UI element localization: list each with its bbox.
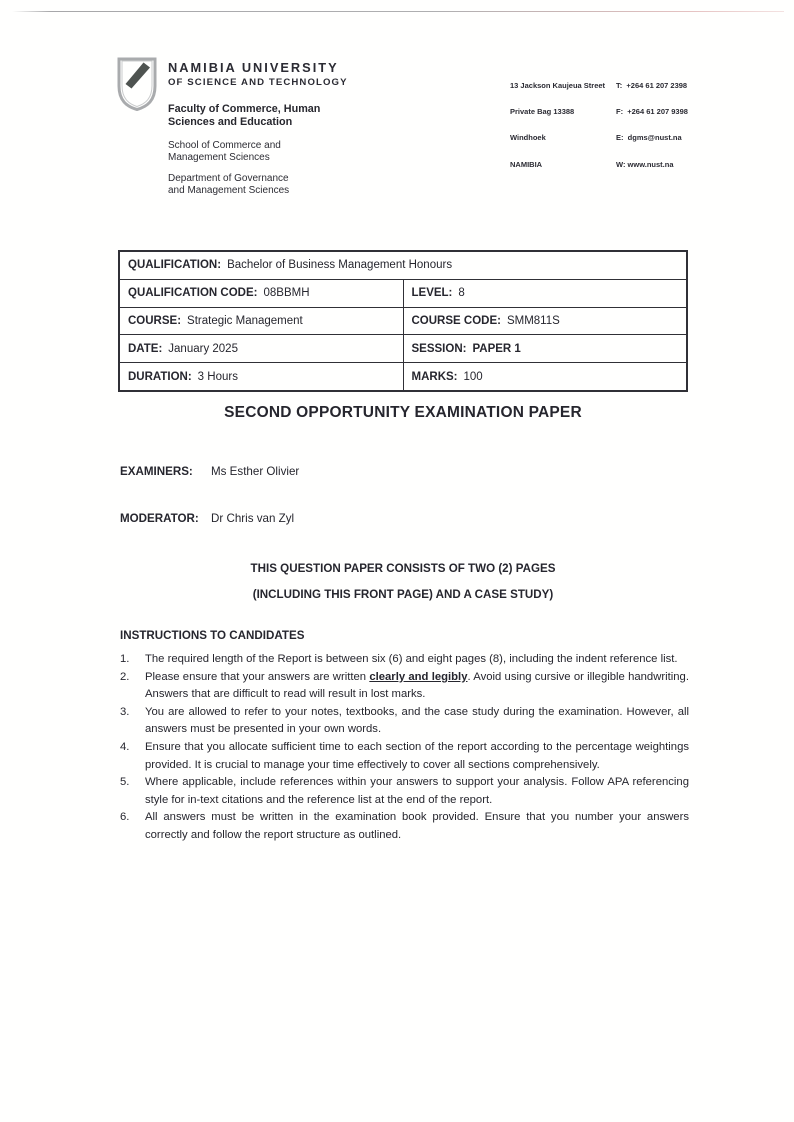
qualification-code-label: QUALIFICATION CODE: <box>128 287 258 300</box>
qualification-value: Bachelor of Business Management Honours <box>227 259 453 272</box>
level-label: LEVEL: <box>411 287 453 300</box>
instruction-number: 6. <box>120 811 130 824</box>
contact-telephone: T: +264 61 207 2398 <box>616 80 688 90</box>
qualification-code-cell <box>119 279 403 307</box>
instruction-item-5 <box>120 774 689 809</box>
qualification-cell <box>119 251 687 279</box>
course-code-value: SMM811S <box>506 314 560 327</box>
department-line1: Department of Governance <box>168 173 289 184</box>
faculty-name <box>168 103 320 129</box>
department-line2: and Management Sciences <box>168 185 290 196</box>
course-code-cell <box>403 307 687 335</box>
contact-email: E: dgms@nust.na <box>616 133 682 143</box>
marks-cell <box>403 363 687 391</box>
page-count-note <box>118 556 688 608</box>
instruction-text: You are allowed to refer to your notes, textbooks, and the case study during the examination. However, all answers must be presented in your own words. <box>145 705 689 736</box>
qualification-code-value: 08BBMH <box>263 287 310 300</box>
course-cell <box>119 307 403 335</box>
page-count-line1: THIS QUESTION PAPER CONSISTS OF TWO (2) PAGES <box>250 562 556 575</box>
instruction-text: Ensure that you allocate sufficient time to each section of the report according to the percentage weightings provided. It is crucial to manage your time effectively to cover all sections comprehensively. <box>145 740 689 771</box>
table-row-course <box>119 307 687 335</box>
duration-cell <box>119 363 403 391</box>
nust-logo <box>112 56 162 113</box>
instruction-item-3 <box>120 704 689 739</box>
faculty-line2: Sciences and Education <box>168 116 293 128</box>
university-name-line2: OF SCIENCE AND TECHNOLOGY <box>168 77 348 88</box>
table-row-qualification <box>119 251 687 279</box>
instruction-2-post: . Avoid using cursive or illegible handwriting. Answers that are difficult to read will result in lost marks. <box>145 670 689 701</box>
address-bag: Private Bag 13388 <box>510 106 575 116</box>
instruction-text <box>145 669 689 704</box>
school-name <box>168 140 281 164</box>
table-row-duration-marks <box>119 363 687 391</box>
contact-details <box>616 64 688 187</box>
instruction-number: 5. <box>120 776 130 789</box>
address-city: Windhoek <box>510 133 546 143</box>
examiners-label: EXAMINERS: <box>120 465 193 478</box>
course-value: Strategic Management <box>187 314 303 327</box>
instruction-item-6 <box>120 809 689 844</box>
address-country: NAMIBIA <box>510 159 543 169</box>
instruction-text: Where applicable, include references within your answers to support your analysis. Follow APA referencing style for in-text citations and the reference list at the end of the report. <box>145 776 689 806</box>
instruction-text: All answers must be written in the examination book provided. Ensure that you number your answers correctly and follow the report structure as outlined. <box>145 811 689 841</box>
instructions-heading: INSTRUCTIONS TO CANDIDATES <box>120 629 305 642</box>
instruction-2-emphasis: clearly and legibly <box>369 670 468 683</box>
instruction-item-4 <box>120 739 689 774</box>
course-label: COURSE: <box>128 314 182 327</box>
qualification-label: QUALIFICATION: <box>128 259 222 272</box>
moderator-row <box>120 512 294 525</box>
level-cell <box>403 279 687 307</box>
duration-label: DURATION: <box>128 370 192 383</box>
level-value: 8 <box>458 287 465 300</box>
postal-address <box>510 64 605 187</box>
instruction-number: 3. <box>120 705 130 718</box>
instruction-number: 4. <box>120 740 130 753</box>
instruction-item-2 <box>120 669 689 704</box>
scan-artifact-line <box>12 11 784 12</box>
table-row-code-level <box>119 279 687 307</box>
exam-info-table <box>118 250 688 392</box>
page-count-line2: (INCLUDING THIS FRONT PAGE) AND A CASE STUDY) <box>252 588 554 601</box>
address-street: 13 Jackson Kaujeua Street <box>510 80 606 90</box>
instruction-text: The required length of the Report is between six (6) and eight pages (8), including the indent reference list. <box>145 653 678 665</box>
school-line2: Management Sciences <box>168 152 270 163</box>
contact-fax: F: +264 61 207 9398 <box>616 106 688 116</box>
date-label: DATE: <box>128 342 163 355</box>
exam-paper-title: SECOND OPPORTUNITY EXAMINATION PAPER <box>224 404 582 421</box>
session-label: SESSION: <box>411 342 467 355</box>
session-cell <box>403 335 687 363</box>
contact-website: W: www.nust.na <box>616 159 674 169</box>
date-cell <box>119 335 403 363</box>
instruction-2-pre: Please ensure that your answers are written <box>145 670 370 683</box>
marks-label: MARKS: <box>411 370 458 383</box>
instruction-number: 2. <box>120 670 130 683</box>
examiners-row <box>120 465 299 478</box>
instruction-number: 1. <box>120 653 130 665</box>
university-name <box>168 61 348 90</box>
duration-value: 3 Hours <box>197 370 238 383</box>
faculty-line1: Faculty of Commerce, Human <box>168 103 321 115</box>
moderator-label: MODERATOR: <box>120 512 199 525</box>
university-name-line1: NAMIBIA UNIVERSITY <box>168 60 339 75</box>
instruction-item-1 <box>120 651 689 669</box>
moderator-value: Dr Chris van Zyl <box>211 512 295 525</box>
examiners-value: Ms Esther Olivier <box>211 465 300 478</box>
marks-value: 100 <box>463 370 483 383</box>
session-value: PAPER 1 <box>472 342 521 355</box>
instructions-list <box>120 651 689 845</box>
nust-shield-icon <box>112 56 162 113</box>
table-row-date-session <box>119 335 687 363</box>
course-code-label: COURSE CODE: <box>411 314 501 327</box>
department-name <box>168 173 289 197</box>
date-value: January 2025 <box>168 342 238 355</box>
school-line1: School of Commerce and <box>168 140 281 151</box>
